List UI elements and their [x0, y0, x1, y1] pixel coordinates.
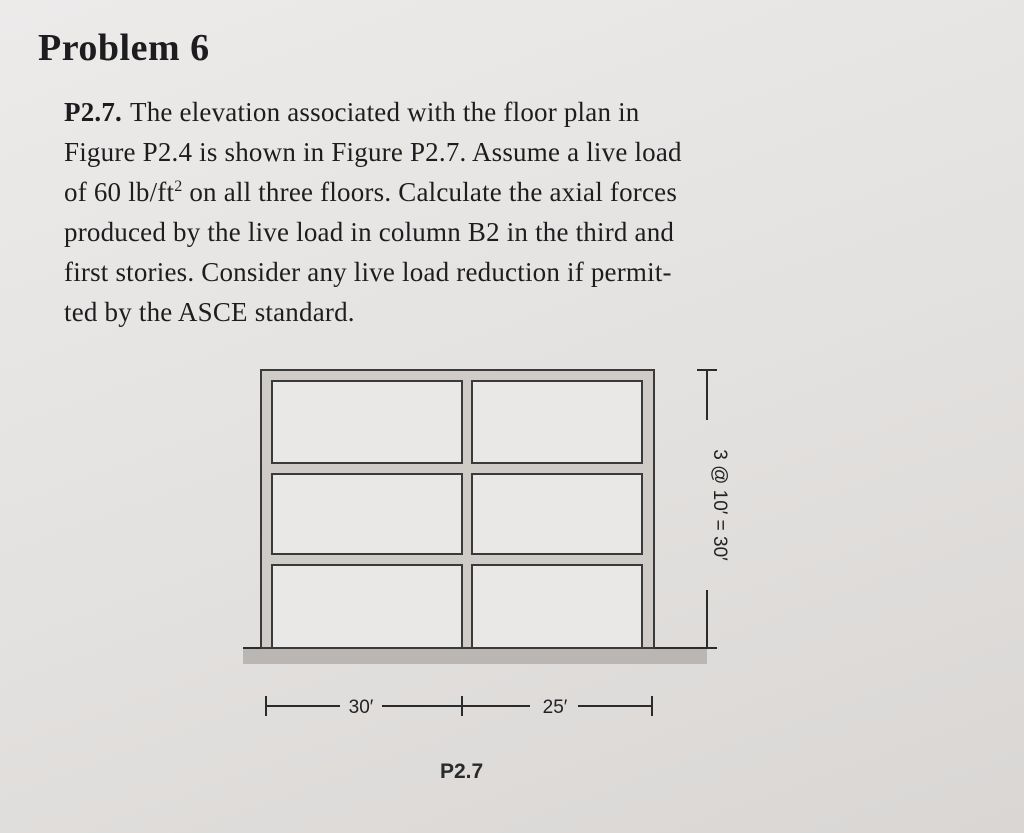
bay-top-right — [472, 381, 642, 463]
problem-line-1: P2.7. The elevation associated with the floor plan in — [64, 97, 640, 127]
frame-bays — [272, 381, 642, 648]
bay-bottom-left — [272, 565, 462, 648]
figure-caption: P2.7 — [440, 760, 484, 783]
bay-bottom-right — [472, 565, 642, 648]
problem-line-2: Figure P2.4 is shown in Figure P2.7. Assume a live load — [64, 137, 682, 167]
ground-hatch — [243, 648, 707, 664]
width-dimension — [266, 696, 652, 716]
bay-mid-left — [272, 474, 462, 554]
bay-width-left-label: 30′ — [348, 697, 374, 718]
bay-width-right-label: 25′ — [542, 697, 568, 718]
problem-line-5: first stories. Consider any live load reduction if permit- — [64, 257, 672, 287]
bay-top-left — [272, 381, 462, 463]
height-dimension-label: 3 @ 10′ = 30′ — [709, 449, 730, 561]
problem-heading: Problem 6 — [38, 27, 210, 69]
problem-label: P2.7. — [64, 97, 122, 127]
problem-line-3: of 60 $lb/ft^2$ on all three floors. Calculate the axial forces — [64, 177, 678, 207]
bay-mid-right — [472, 474, 642, 554]
problem-line-4: produced by the live load in column B2 in the third and — [64, 217, 675, 247]
problem-line-6: ted by the ASCE standard. — [64, 297, 355, 327]
